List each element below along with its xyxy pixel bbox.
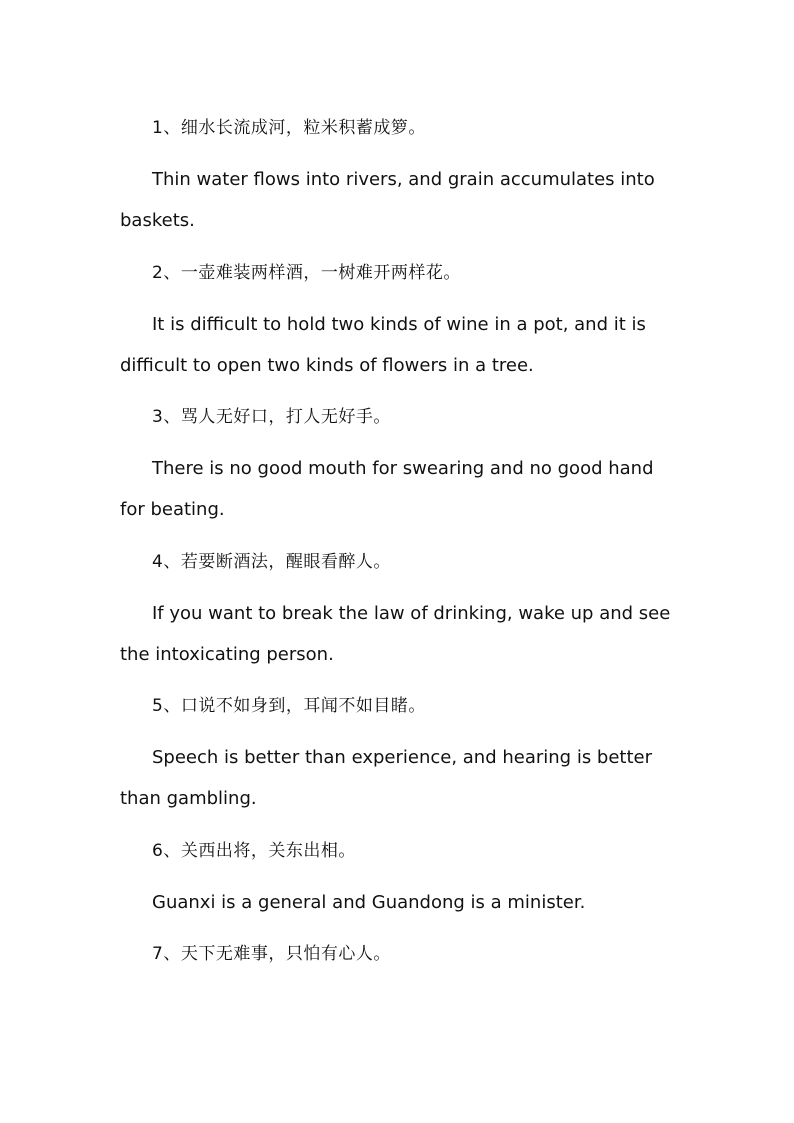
proverb-3-chinese: 3、骂人无好口，打人无好手。 xyxy=(152,407,391,427)
proverb-6-chinese: 6、关西出将，关东出相。 xyxy=(152,841,356,861)
proverb-2-english: It is difficult to hold two kinds of wine in a pot, and it is difficult to open two kinds of flowers in a tree. xyxy=(120,314,646,376)
proverb-2-chinese: 2、一壶难装两样酒，一树难开两样花。 xyxy=(152,263,461,283)
proverb-5-english: Speech is better than experience, and hearing is better than gambling. xyxy=(120,747,653,809)
proverb-1-chinese: 1、细水长流成河，粒米积蓄成箩。 xyxy=(152,118,426,138)
proverb-5-chinese: 5、口说不如身到，耳闻不如目睹。 xyxy=(152,696,426,716)
proverb-6-english: Guanxi is a general and Guandong is a minister. xyxy=(152,892,586,913)
proverb-4-english: If you want to break the law of drinking, wake up and see the intoxicating person. xyxy=(120,603,671,665)
proverb-4-chinese: 4、若要断酒法，醒眼看醉人。 xyxy=(152,552,391,572)
proverb-1-english: Thin water flows into rivers, and grain accumulates into baskets. xyxy=(120,169,655,231)
proverb-7-chinese: 7、天下无难事，只怕有心人。 xyxy=(152,944,391,964)
proverb-3-english: There is no good mouth for swearing and no good hand for beating. xyxy=(120,458,654,520)
